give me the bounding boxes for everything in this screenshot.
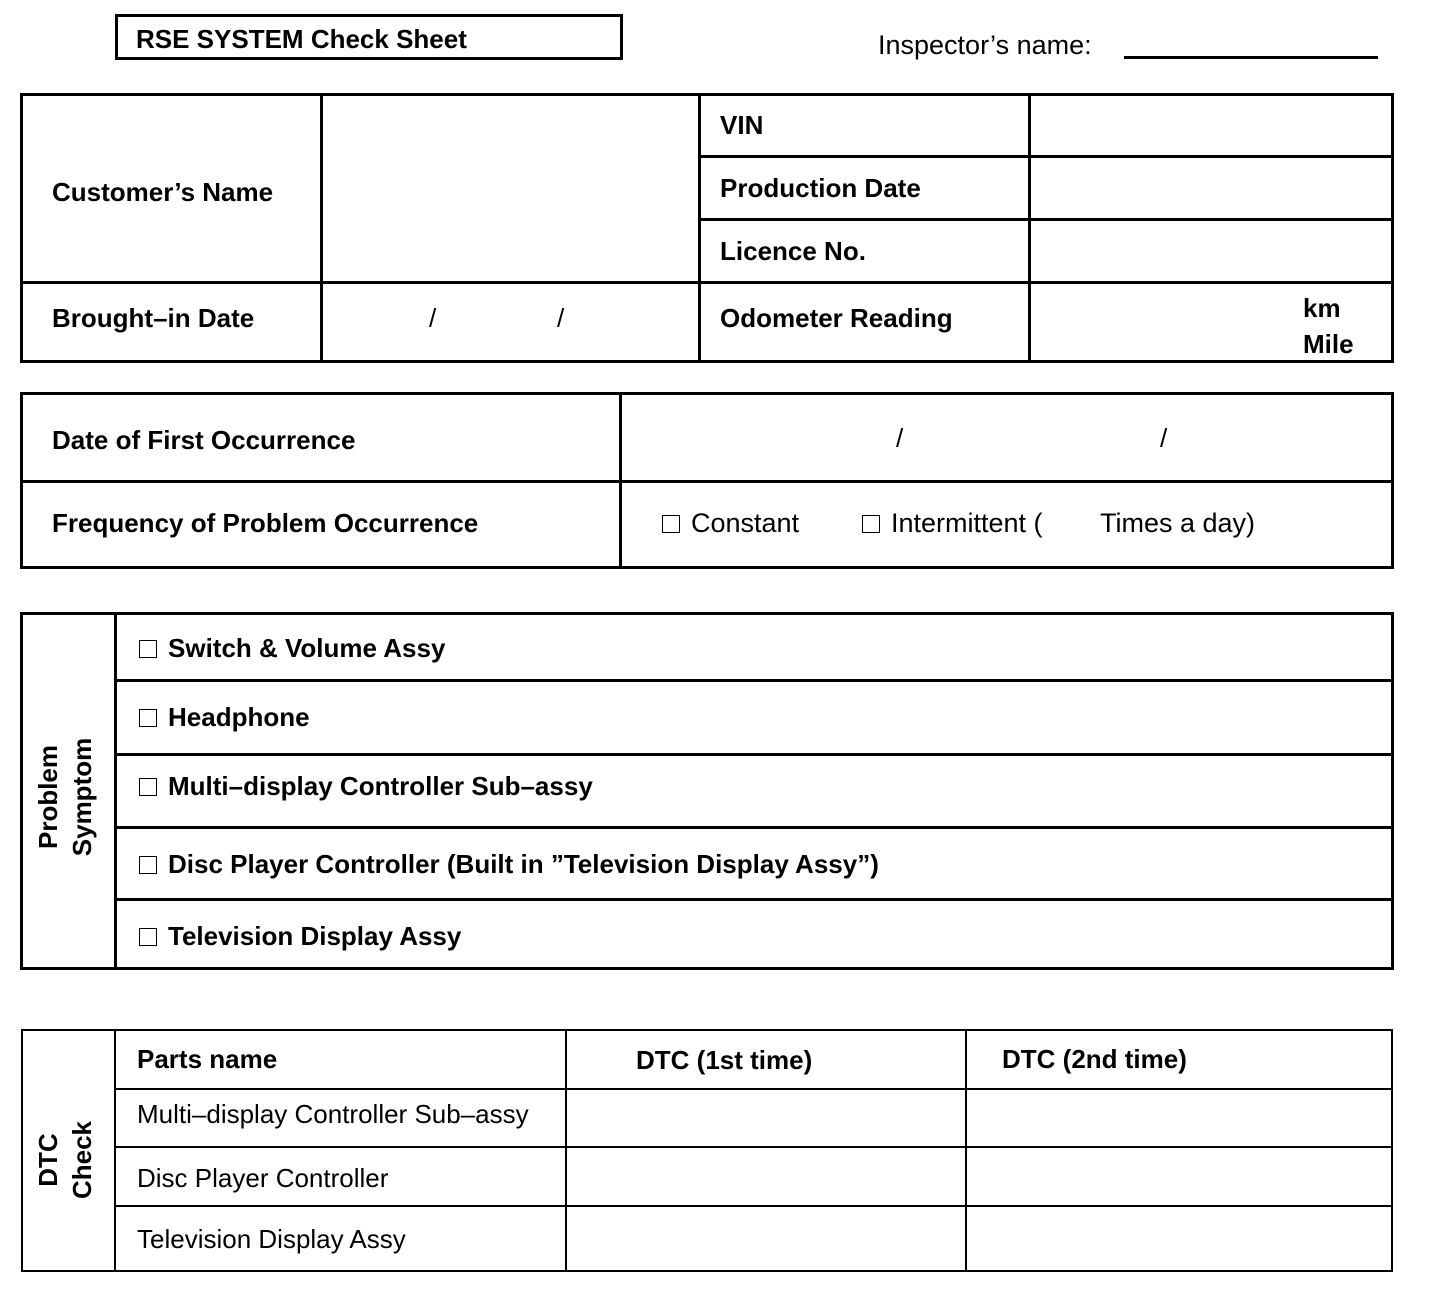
production-date-field[interactable] [1031, 158, 1391, 218]
symptom-label: Television Display Assy [168, 921, 462, 951]
dtc-first-field[interactable] [567, 1207, 965, 1270]
dtc-second-field[interactable] [967, 1148, 1391, 1205]
times-a-day-label: Times a day) [1100, 508, 1256, 538]
checkbox-icon [139, 640, 157, 658]
problem-symptom-divider [114, 826, 1394, 829]
vehicle-info-divider [698, 93, 701, 363]
symptom-disc-player-controller[interactable] [139, 851, 879, 877]
section-label-line: DTC [33, 1133, 63, 1187]
odometer-reading-label: Odometer Reading [720, 303, 953, 333]
sheet-title: RSE SYSTEM Check Sheet [136, 24, 467, 54]
symptom-label: Multi–display Controller Sub–assy [168, 771, 593, 801]
dtc-part-name: Disc Player Controller [137, 1163, 389, 1193]
checkbox-icon [662, 515, 680, 533]
section-label-line: Symptom [67, 737, 97, 857]
problem-symptom-divider [114, 753, 1394, 756]
brought-in-date-label: Brought–in Date [52, 303, 255, 333]
odometer-reading-field[interactable] [1031, 284, 1291, 360]
odometer-unit-km: km [1303, 293, 1341, 323]
symptom-label: Disc Player Controller (Built in ”Television Display Assy”) [168, 849, 879, 879]
symptom-label: Switch & Volume Assy [168, 633, 446, 663]
licence-no-label: Licence No. [720, 236, 866, 266]
inspector-name-label: Inspector’s name: [878, 30, 1092, 60]
first-occurrence-label: Date of First Occurrence [52, 425, 356, 455]
dtc-divider [114, 1029, 116, 1272]
intermittent-label: Intermittent ( [891, 508, 1043, 538]
date-separator: / [1160, 423, 1168, 453]
frequency-option-intermittent[interactable] [862, 510, 1043, 537]
constant-label: Constant [691, 508, 800, 538]
odometer-unit-mile: Mile [1303, 329, 1354, 359]
dtc-header-parts-name: Parts name [137, 1044, 278, 1074]
checkbox-icon [139, 709, 157, 727]
section-label-line: Check [67, 1120, 97, 1200]
dtc-second-field[interactable] [967, 1090, 1391, 1146]
inspector-name-field[interactable] [1124, 56, 1378, 59]
symptom-headphone[interactable] [139, 704, 310, 730]
customer-name-field[interactable] [323, 96, 698, 281]
brought-in-date-field[interactable] [323, 284, 698, 360]
problem-symptom-section-label [31, 707, 101, 887]
checkbox-icon [139, 778, 157, 796]
date-separator: / [896, 423, 904, 453]
vin-label: VIN [720, 110, 764, 140]
occurrence-divider [20, 480, 1394, 483]
dtc-first-field[interactable] [567, 1090, 965, 1146]
checkbox-icon [139, 856, 157, 874]
dtc-header-first-time: DTC (1st time) [636, 1045, 813, 1075]
dtc-first-field[interactable] [567, 1148, 965, 1205]
symptom-switch-volume-assy[interactable] [139, 635, 445, 661]
checkbox-icon [862, 515, 880, 533]
dtc-check-section-label [31, 1085, 101, 1235]
problem-symptom-divider [114, 679, 1394, 682]
dtc-part-name: Television Display Assy [137, 1224, 406, 1254]
section-label-line: Problem [33, 744, 63, 850]
customer-name-label: Customer’s Name [52, 177, 274, 207]
date-separator: / [557, 303, 565, 333]
checkbox-icon [139, 928, 157, 946]
date-separator: / [429, 303, 437, 333]
dtc-header-second-time: DTC (2nd time) [1002, 1044, 1187, 1074]
first-occurrence-date-field[interactable] [622, 395, 1391, 480]
frequency-option-constant[interactable] [662, 510, 799, 537]
frequency-label: Frequency of Problem Occurrence [52, 508, 479, 538]
problem-symptom-divider [114, 898, 1394, 901]
symptom-label: Headphone [168, 702, 310, 732]
dtc-second-field[interactable] [967, 1207, 1391, 1270]
symptom-television-display-assy[interactable] [139, 923, 461, 949]
licence-no-field[interactable] [1031, 221, 1391, 281]
problem-symptom-divider [114, 612, 117, 970]
symptom-multi-display-controller[interactable] [139, 773, 593, 799]
production-date-label: Production Date [720, 173, 921, 203]
dtc-part-name: Multi–display Controller Sub–assy [137, 1099, 529, 1129]
vin-field[interactable] [1031, 96, 1391, 155]
